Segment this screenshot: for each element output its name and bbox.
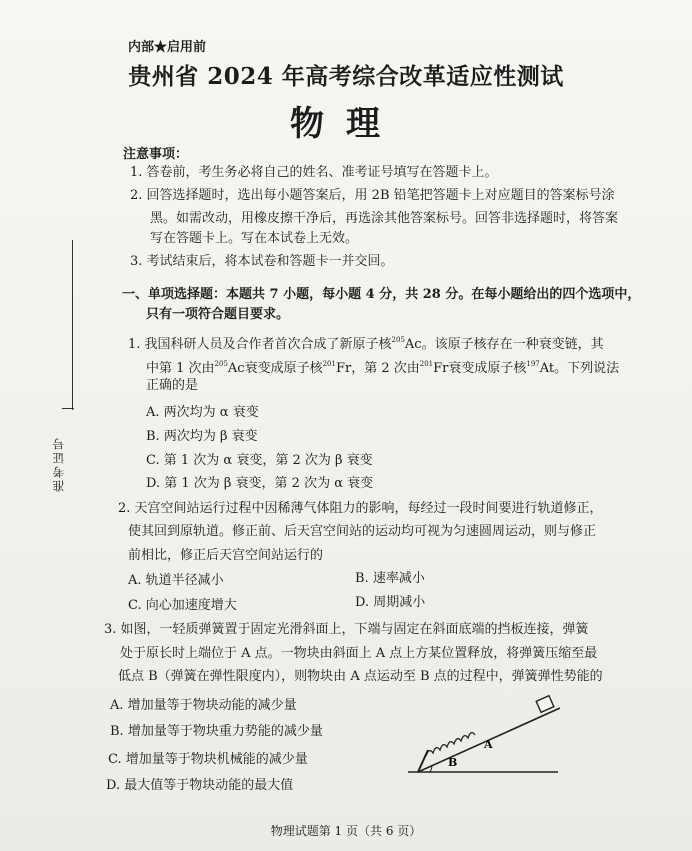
note-item: 2. 回答选择题时，选出每小题答案后，用 2B 铅笔把答题卡上对应题目的答案标号涂	[130, 188, 615, 203]
binding-line	[72, 240, 73, 410]
question-3-line: 3. 如图，一轻质弹簧置于固定光滑斜面上，下端与固定在斜面底端的挡板连接，弹簧	[104, 622, 589, 637]
question-3-line: 处于原长时上端位于 A 点。一物块由斜面上 A 点上方某位置释放，将弹簧压缩至最	[120, 646, 598, 661]
exam-id-label: 准考证号	[52, 436, 66, 492]
question-2-line: 2. 天宫空间站运行过程中因稀薄气体阻力的影响，每经过一段时间要进行轨道修正，	[118, 501, 603, 516]
question-1-line: 中第 1 次由$^{205}$Ac衰变成原子核$^{201}$Fr，第 2 次由$^{201}$Fr衰变成原子核$^{197}$At。下列说法	[146, 360, 620, 376]
note-item: 1. 答卷前，考生务必将自己的姓名、准考证号填写在答题卡上。	[130, 165, 498, 180]
question-2-line: 使其回到原轨道。修正前、后天宫空间站的运动均可视为匀速圆周运动，则与修正	[128, 524, 597, 539]
label-b: B	[448, 756, 458, 769]
subject-title: 物理	[290, 104, 402, 144]
question-2-line: 前相比，修正后天宫空间站运行的	[128, 548, 324, 563]
note-item: 3. 考试结束后，将本试卷和答题卡一并交回。	[130, 254, 394, 269]
option-d: D. 周期减小	[355, 595, 426, 610]
nucleus-superscript: 205	[391, 336, 405, 344]
section-heading-cont: 只有一项符合题目要求。	[146, 307, 290, 322]
question-3-line: 低点 B（弹簧在弹性限度内），则物块由 A 点运动至 B 点的过程中，弹簧弹性势能的	[118, 669, 603, 684]
notes-heading: 注意事项：	[123, 147, 189, 162]
question-1-line: 1. 我国科研人员及合作者首次合成了新原子核$^{205}$Ac。该原子核存在一种衰变链，其	[128, 336, 604, 352]
option-b: B. 两次均为 β 衰变	[146, 429, 258, 444]
binding-line-tick	[62, 408, 74, 409]
option-b: B. 速率减小	[355, 571, 425, 586]
option-d: D. 第 1 次为 β 衰变，第 2 次为 α 衰变	[146, 476, 374, 491]
block	[536, 696, 554, 713]
option-a: A. 增加量等于物块动能的减少量	[110, 698, 297, 713]
option-b: B. 增加量等于物块重力势能的减少量	[110, 724, 323, 739]
label-a: A	[484, 738, 493, 751]
section-heading: 一、单项选择题：本题共 7 小题，每小题 4 分，共 28 分。在每小题给出的四个选项中，	[122, 287, 641, 302]
option-c: C. 第 1 次为 α 衰变，第 2 次为 β 衰变	[146, 453, 373, 468]
page-footer: 物理试题第 1 页（共 6 页）	[270, 824, 422, 838]
note-item: 写在答题卡上。写在本试卷上无效。	[150, 231, 359, 246]
option-a: A. 轨道半径减小	[128, 573, 224, 588]
spring	[426, 733, 475, 756]
option-d: D. 最大值等于物块动能的最大值	[106, 778, 294, 793]
option-a: A. 两次均为 α 衰变	[146, 405, 259, 420]
option-c: C. 增加量等于物块机械能的减少量	[108, 752, 308, 767]
option-c: C. 向心加速度增大	[128, 598, 237, 613]
confidential-mark: 内部★启用前	[128, 40, 207, 55]
incline-spring-diagram	[400, 688, 570, 784]
note-item: 黑。如需改动，用橡皮擦干净后，再选涂其他答案标号。回答非选择题时，将答案	[150, 211, 619, 226]
question-1-line: 正确的是	[146, 378, 199, 393]
exam-title: 贵州省 2024 年高考综合改革适应性测试	[128, 63, 564, 90]
